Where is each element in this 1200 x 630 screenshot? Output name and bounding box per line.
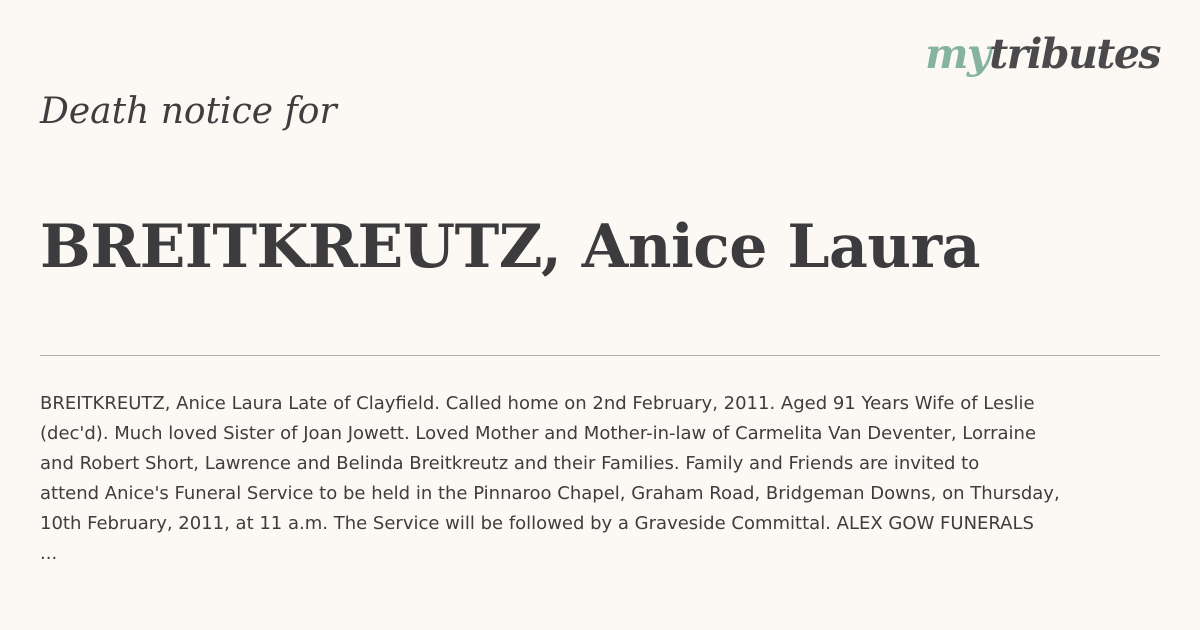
deceased-name-heading: BREITKREUTZ, Anice Laura — [40, 212, 981, 282]
notice-body-text: BREITKREUTZ, Anice Laura Late of Clayfield. Called home on 2nd February, 2011. Aged 91 Years Wife of Leslie (dec'd). Much loved Sister of Joan Jowett. Loved Mother and Mother-in-law of Carmelita Van Deventer, Lorraine and Robert Short, Lawrence and Belinda Breitkreutz and their Families. Family and Friends are invited to attend Anice's Funeral Service to be held in the Pinnaroo Chapel, Graham Road, Bridgeman Downs, on Thursday, 10th February, 2011, at 11 a.m. The Service will be followed by a Graveside Committal. ALEX GOW FUNERALS ... — [40, 393, 1060, 564]
notice-label: Death notice for — [40, 91, 337, 132]
mytributes-logo[interactable] — [925, 30, 1160, 78]
logo-my-text: my — [925, 30, 990, 78]
logo-tributes-text: tributes — [989, 30, 1160, 78]
divider — [40, 355, 1160, 356]
